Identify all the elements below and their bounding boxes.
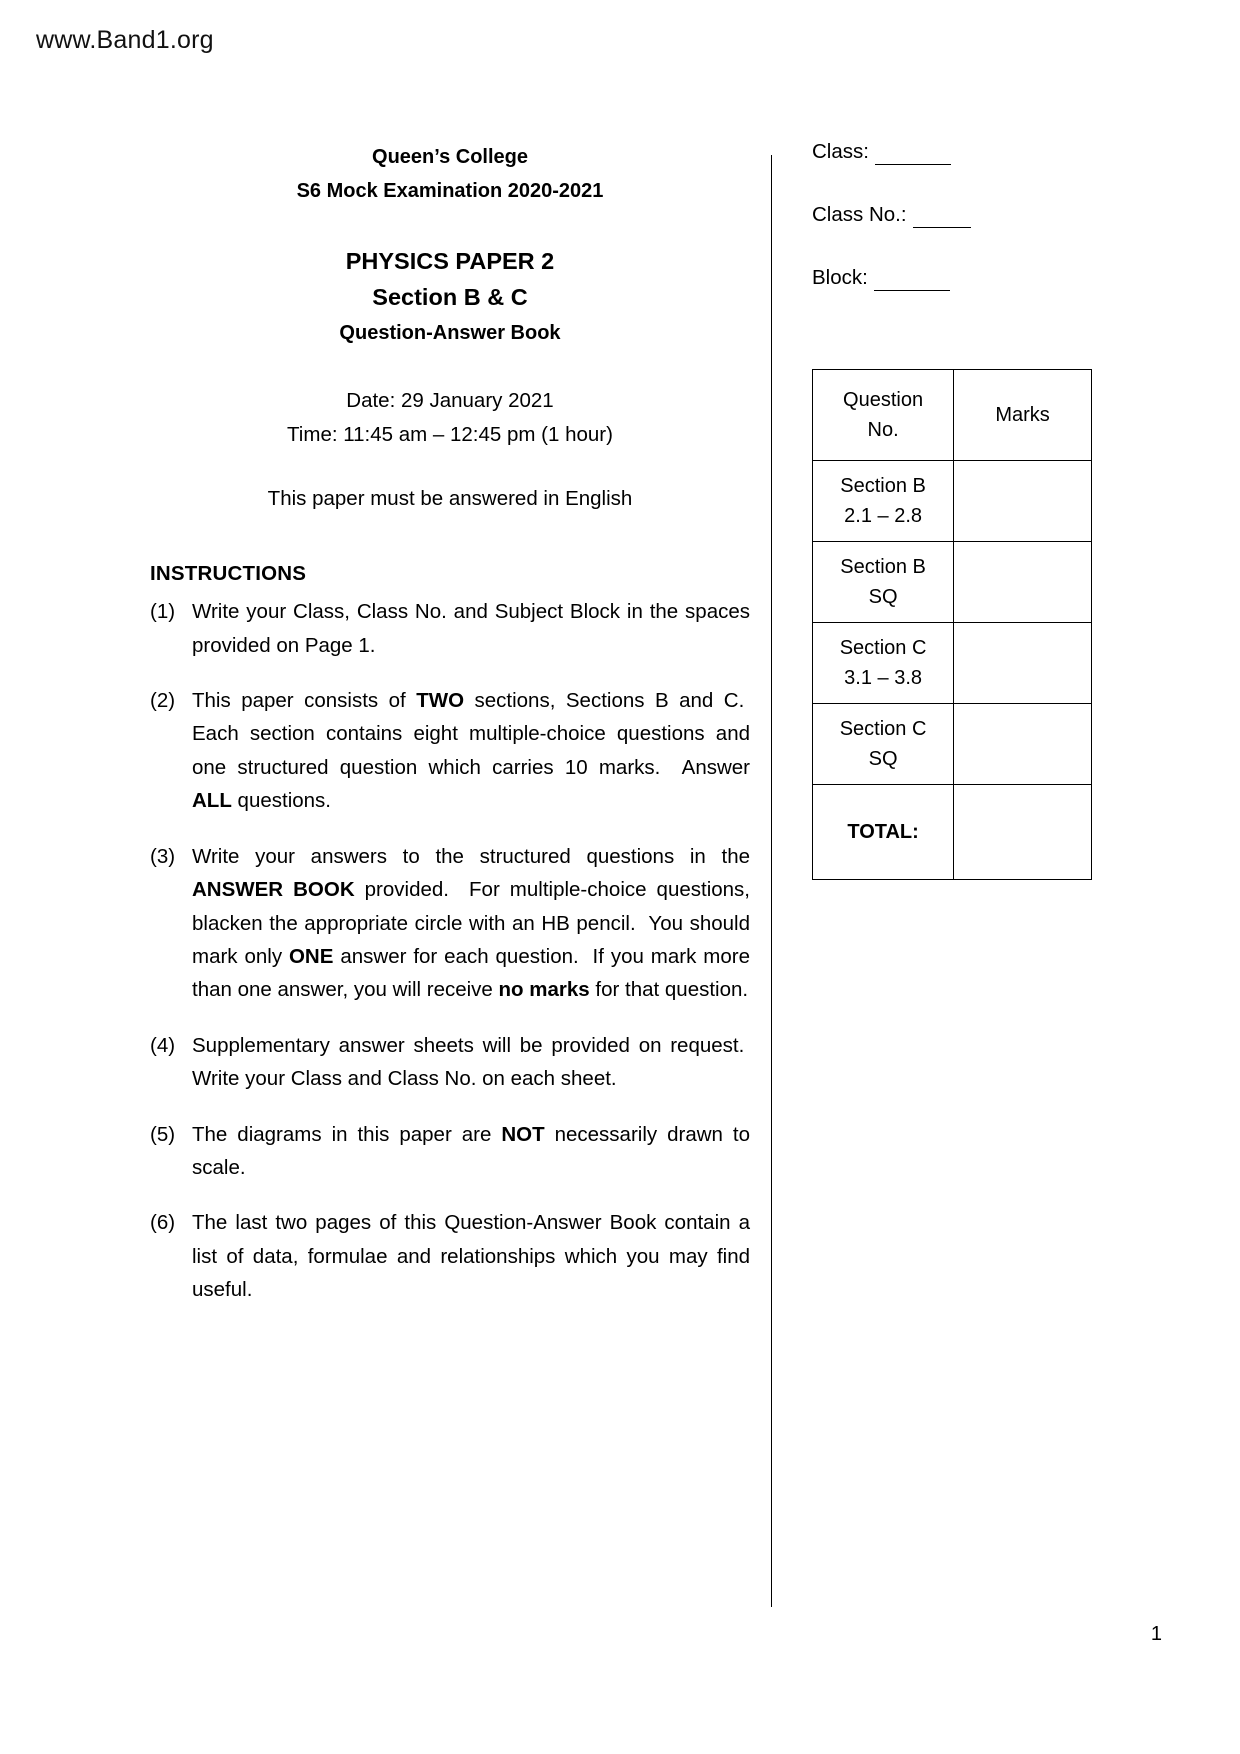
exam-time: Time: 11:45 am – 12:45 pm (1 hour) [287,422,613,446]
marks-row-value[interactable] [954,542,1092,623]
marks-table-header-row [813,370,1092,461]
instruction-text: Write your Class, Class No. and Subject Block in the spaces provided on Page 1. [192,600,750,657]
marks-row-label-line1: Section C [839,718,927,740]
marks-table-row [813,461,1092,542]
instruction-text: The diagrams in this paper are NOT necessarily drawn to scale. [192,1122,750,1179]
school-name: Queen’s College [372,146,528,168]
instruction-item [150,595,750,662]
field-blank[interactable] [913,203,971,228]
paper-title: PHYSICS PAPER 2 [345,247,555,274]
marks-table-row [813,704,1092,785]
instruction-number: (6) [150,1211,176,1235]
instruction-text: The last two pages of this Question-Answer Book contain a list of data, formulae and relationships which you may find useful. [192,1211,750,1302]
instruction-number: (2) [150,689,176,713]
exam-date: Date: 29 January 2021 [346,389,554,413]
marks-row-value[interactable] [954,704,1092,785]
marks-total-value[interactable] [954,785,1092,880]
marks-row-label-line1: Section B [840,556,926,578]
marks-header-question: Question No. [813,370,954,461]
instruction-number: (1) [150,600,176,624]
marks-row-label [813,542,954,623]
instruction-text: Supplementary answer sheets will be provided on request. Write your Class and Class No. on each sheet. [192,1033,750,1091]
marks-total-row [813,785,1092,880]
marks-row-label-line2: SQ [868,586,898,608]
field-label: Block: [812,266,868,289]
field-classno[interactable] [812,203,1172,228]
paper-section: Section B & C [372,284,528,311]
marks-row-value[interactable] [954,461,1092,542]
instruction-number: (4) [150,1033,176,1057]
marks-row-label [813,623,954,704]
instruction-item [150,1029,750,1096]
marks-row-label [813,704,954,785]
field-label: Class: [812,140,869,163]
instructions-block [150,557,750,1306]
marks-row-label-line2: 3.1 – 3.8 [844,667,922,689]
instruction-item [150,840,750,1007]
instructions-list [150,595,750,1306]
instruction-item [150,1118,750,1185]
marks-row-label-line1: Section C [839,637,927,659]
vertical-divider [771,155,772,1607]
marks-total-label: TOTAL: [813,785,954,880]
marks-row-label-line1: Section B [840,475,926,497]
marks-header-marks: Marks [954,370,1092,461]
exam-datetime [150,384,750,452]
instruction-item [150,684,750,818]
marks-row-label-line2: SQ [868,748,898,770]
field-class[interactable] [812,140,1172,165]
student-fields [812,140,1172,291]
field-blank[interactable] [875,140,951,165]
instruction-number: (3) [150,844,176,868]
instruction-item [150,1206,750,1306]
marks-table [812,369,1092,880]
marks-table-row [813,542,1092,623]
site-watermark: www.Band1.org [36,26,214,54]
booklet-type: Question-Answer Book [339,321,561,344]
marks-row-value[interactable] [954,623,1092,704]
marks-row-label [813,461,954,542]
instruction-number: (5) [150,1122,176,1146]
instructions-heading: INSTRUCTIONS [150,562,307,586]
marks-table-row [813,623,1092,704]
instruction-text: Write your answers to the structured questions in the ANSWER BOOK provided. For multiple-choice questions, blacken the appropriate circle with an HB pencil. You should mark only ONE answer for each question. If you mark more than one answer, you will receive no marks for that question. [192,844,750,1002]
language-note: This paper must be answered in English [267,486,633,510]
exam-title-block [150,140,750,350]
field-block[interactable] [812,266,1172,291]
field-label: Class No.: [812,203,907,226]
exam-name: S6 Mock Examination 2020-2021 [296,180,604,203]
instruction-text: This paper consists of TWO sections, Sections B and C. Each section contains eight multiple-choice questions and one structured question which carries 10 marks. Answer ALL questions. [192,689,750,813]
page-number: 1 [1150,1623,1162,1645]
right-column [812,140,1172,880]
marks-row-label-line2: 2.1 – 2.8 [844,505,922,527]
field-blank[interactable] [874,266,950,291]
left-column [150,140,750,1307]
